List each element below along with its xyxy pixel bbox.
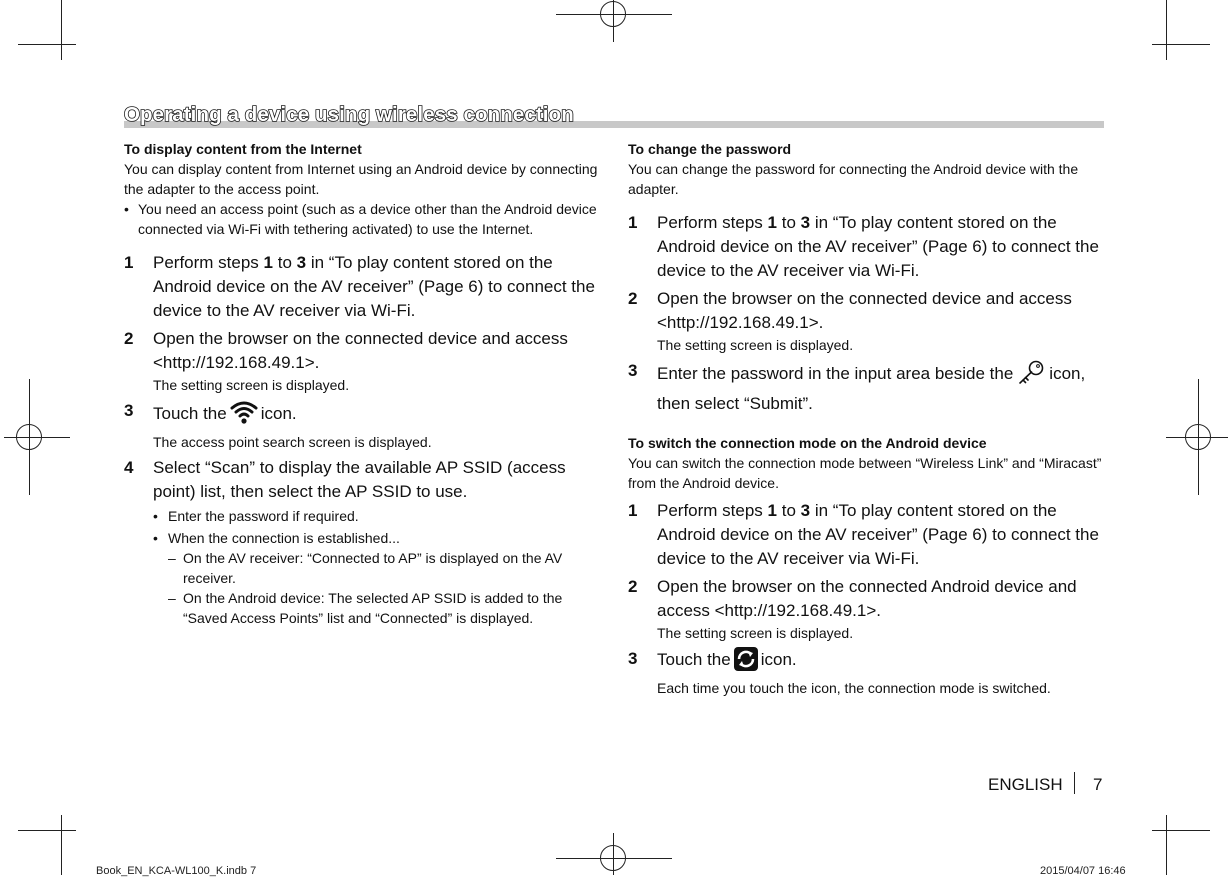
crop-mark [61, 815, 62, 875]
step-4-dash: – On the AV receiver: “Connected to AP” is displayed on the AV receiver. [153, 548, 604, 588]
crop-mark [1166, 815, 1167, 875]
step-4-dash: – On the Android device: The selected AP SSID is added to the “Saved Access Points” list and “Connected” is displayed. [153, 588, 604, 628]
registration-mark-circle [600, 845, 626, 871]
page-number: 7 [1093, 775, 1103, 794]
internet-intro: You can display content from Internet using an Android device by connecting the adapter to the access point. [124, 161, 598, 197]
switch-mode-icon [734, 647, 758, 678]
password-step-3: 3 Enter the password in the input area beside the icon, then select “Submit”. [628, 361, 1086, 413]
password-step-1: 1 Perform steps 1 to 3 in “To play content stored on the Android device on the AV receiver” (Page 6) to connect the device to the AV receiver via Wi-Fi. [628, 213, 1099, 280]
slug-file: Book_EN_KCA-WL100_K.indb 7 [96, 865, 257, 877]
mode-step-1: 1 Perform steps 1 to 3 in “To play content stored on the Android device on the AV receiver” (Page 6) to connect the device to the AV receiver via Wi-Fi. [628, 501, 1099, 568]
mode-intro: You can switch the connection mode between “Wireless Link” and “Miracast” from the Android device. [628, 455, 1102, 491]
footer-divider [1074, 772, 1075, 794]
internet-step-3: 3 Touch the icon. The access point search screen is displayed. [124, 401, 432, 450]
password-intro: You can change the password for connecting the Android device with the adapter. [628, 161, 1079, 197]
slug-date: 2015/04/07 16:46 [1040, 865, 1126, 877]
crop-mark [18, 44, 76, 45]
crop-mark [1166, 0, 1167, 60]
mode-step-2: 2 Open the browser on the connected Android device and access <http://192.168.49.1>. The setting screen is displayed. [628, 577, 1077, 641]
registration-mark-circle [1185, 424, 1211, 450]
password-step-2: 2 Open the browser on the connected device and access <http://192.168.49.1>. The setting screen is displayed. [628, 289, 1072, 353]
crop-mark [18, 830, 76, 831]
mode-step-3: 3 Touch the icon. Each time you touch the icon, the connection mode is switched. [628, 649, 1051, 696]
internet-step-1: 1 Perform steps 1 to 3 in “To play content stored on the Android device on the AV receiver” (Page 6) to connect the device to the AV receiver via Wi-Fi. [124, 253, 595, 320]
section-title: Operating a device using wireless connection [124, 103, 574, 126]
key-icon [1016, 359, 1046, 392]
password-heading: To change the password [628, 141, 792, 157]
internet-step-2: 2 Open the browser on the connected device and access <http://192.168.49.1>. The setting screen is displayed. [124, 329, 568, 393]
registration-mark-circle [16, 424, 42, 450]
internet-note: • You need an access point (such as a device other than the Android device connected via Wi-Fi with tethering activated) to use the Internet. [124, 199, 604, 239]
step-4-bullet: • When the connection is established... [153, 528, 604, 548]
right-column [628, 139, 1108, 698]
left-column [124, 139, 604, 628]
step-4-bullet: • Enter the password if required. [153, 506, 604, 526]
mode-heading: To switch the connection mode on the Android device [628, 435, 987, 451]
wifi-icon [230, 399, 258, 432]
internet-heading: To display content from the Internet [124, 141, 362, 157]
internet-step-4: 4 Select “Scan” to display the available AP SSID (access point) list, then select the AP SSID to use. • Enter the password if required. • When the connection is established... – On the AV receiver: “Connected to AP” is displayed on the AV receiver. – On the Android device: The selected AP SSID is added to the “Saved Access Points” list and “Connected” is displayed. [124, 456, 604, 628]
crop-mark [1152, 830, 1210, 831]
registration-mark-circle [600, 1, 626, 27]
crop-mark [61, 0, 62, 60]
crop-mark [1152, 44, 1210, 45]
footer-language: ENGLISH [988, 775, 1063, 794]
